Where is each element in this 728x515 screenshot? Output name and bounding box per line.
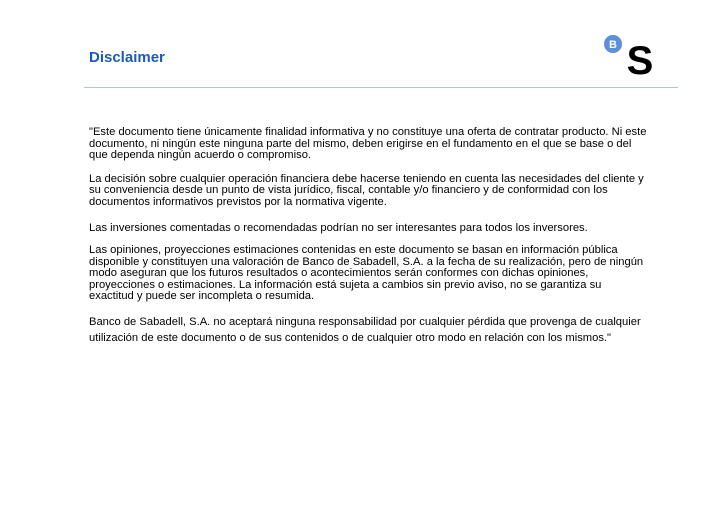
sabadell-logo-icon [600,34,660,78]
header-divider [84,87,678,88]
disclaimer-paragraph: Las opiniones, proyecciones estimaciones contenidas en este documento se basan en información pública disponible y constituyen una valoración de Banco de Sabadell, S.A. a la fecha de su realización, pero de ningún modo aseguran que los futuros resultados o acontecimientos serán conformes con dichas opiniones, proyecciones o estimaciones. La información está sujeta a cambios sin previo aviso, no se garantiza su exactitud y puede ser incompleta o resumida. [89,244,644,303]
disclaimer-paragraph: Banco de Sabadell, S.A. no aceptará ninguna responsabilidad por cualquier pérdida que provenga de cualquier utilización de este documento o de sus contenidos o de cualquier otro modo en relación con los mismos." [89,316,641,344]
disclaimer-paragraph: La decisión sobre cualquier operación financiera debe hacerse teniendo en cuenta las necesidades del cliente y su conveniencia desde un punto de vista jurídico, fiscal, contable y/o financiero y de conformidad con los documentos informativos previstos por la normativa vigente. [89,172,644,208]
disclaimer-paragraph: Las inversiones comentadas o recomendadas podrían no ser interesantes para todos los inversores. [89,221,588,234]
disclaimer-body [89,127,649,355]
logo-letter-s: S [626,39,654,78]
logo-letter-b: B [609,39,617,51]
page-title: Disclaimer [89,49,165,66]
disclaimer-paragraph: "Este documento tiene únicamente finalidad informativa y no constituye una oferta de contratar producto. Ni este documento, ni ningún este ninguna parte del mismo, deben erigirse en el fundamento en el que se base o del que dependa ningún acuerdo o compromiso. [89,126,647,162]
sabadell-logo [600,34,660,78]
